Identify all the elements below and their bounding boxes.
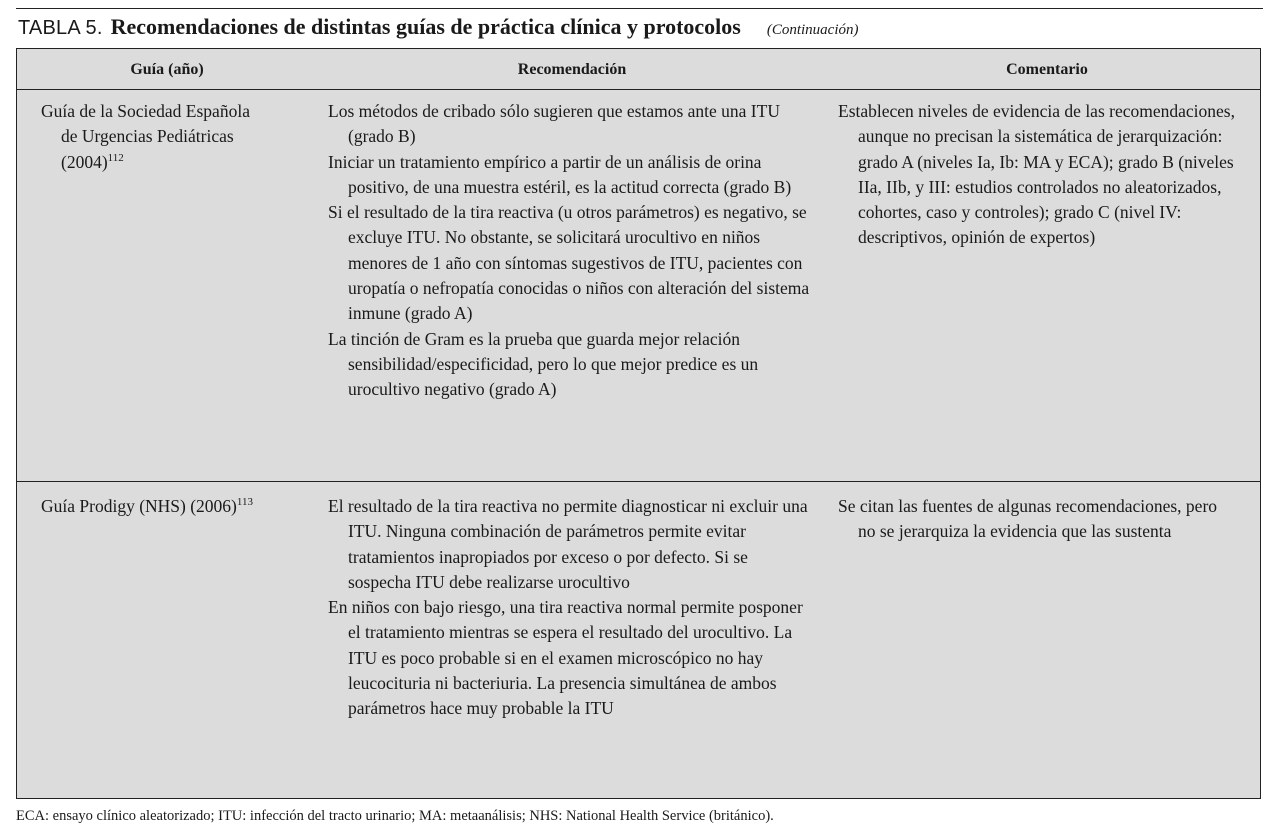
row1-recommendations [328, 99, 813, 403]
header-comment: Comentario [1006, 61, 1088, 78]
table-number: TABLA 5. [18, 17, 103, 39]
header-recommendation: Recomendación [517, 61, 627, 78]
table-caption [18, 14, 859, 44]
recommendations-table [16, 48, 1261, 799]
table-header-row [17, 49, 1260, 90]
row1-rec-2: Iniciar un tratamiento empírico a partir de un análisis de orina positivo, de una muestra estéril, es la actitud correcta (grado B) [328, 151, 792, 197]
row2-ref: 113 [236, 496, 253, 509]
row2-comment-cell [838, 494, 1238, 545]
row1-comment: Establecen niveles de evidencia de las recomendaciones, aunque no precisan la sistemática de jerarquización: grado A (niveles Ia, Ib: MA y ECA); grado B (niveles IIa, IIb, y III: estudios controlados no aleatorizados, cohortes, caso y controles); grado C (nivel IV: descriptivos, opinión de expertos) [838, 101, 1235, 248]
row2-comment: Se citan las fuentes de algunas recomendaciones, pero no se jerarquiza la evidencia que las sustenta [838, 496, 1218, 542]
row1-guide-cell [41, 99, 261, 175]
row1-rec-4: La tinción de Gram es la prueba que guarda mejor relación sensibilidad/especificidad, pero lo que mejor predice es un urocultivo negativo (grado A) [328, 328, 759, 400]
row1-comment-cell [838, 99, 1238, 251]
header-guide: Guía (año) [130, 61, 204, 78]
row1-guide: Guía de la Sociedad Española de Urgencias Pediátricas (2004) [41, 101, 250, 172]
row2-guide-cell [41, 494, 261, 519]
row1-rec-3: Si el resultado de la tira reactiva (u otros parámetros) es negativo, se excluye ITU. No obstante, se solicitará urocultivo en niños menores de 1 año con síntomas sugestivos de ITU, pacientes con uropatía o nefropatía conocidas o niños con alteración del sistema inmune (grado A) [328, 202, 810, 324]
continuation-note: (Continuación) [766, 22, 859, 38]
row2-rec-1: El resultado de la tira reactiva no permite diagnosticar ni excluir una ITU. Ninguna combinación de parámetros permite evitar tratamientos inapropiados por exceso o por defecto. Si se sospecha ITU debe realizarse urocultivo [328, 496, 808, 592]
top-rule [16, 8, 1263, 9]
row1-rec-1: Los métodos de cribado sólo sugieren que estamos ante una ITU (grado B) [328, 101, 780, 147]
row1-ref: 112 [107, 151, 124, 164]
row2-recommendations [328, 494, 813, 722]
row2-rec-2: En niños con bajo riesgo, una tira reactiva normal permite posponer el tratamiento mientras se espera el resultado del urocultivo. La ITU es poco probable si en el examen microscópico no hay leucocituria ni bacteriuria. La presencia simultánea de ambos parámetros hace muy probable la ITU [328, 597, 803, 719]
row2-guide: Guía Prodigy (NHS) (2006) [41, 496, 237, 516]
table-title: Recomendaciones de distintas guías de práctica clínica y protocolos [110, 14, 741, 39]
table-footnote: ECA: ensayo clínico aleatorizado; ITU: infección del tracto urinario; MA: metaanálisis; NHS: National Health Service (británico). [16, 808, 774, 824]
row-divider [17, 481, 1260, 482]
